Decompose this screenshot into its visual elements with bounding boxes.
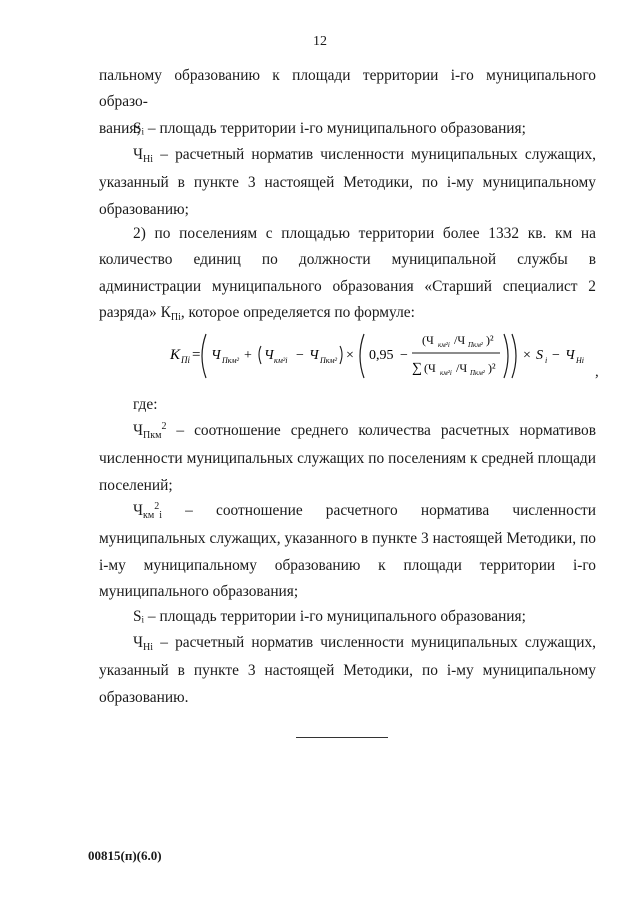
formula-t1: Ч bbox=[211, 348, 221, 363]
svg-text:−: − bbox=[552, 348, 560, 363]
formula-t2: Ч bbox=[264, 348, 274, 363]
formula-lhs-sub: Пi bbox=[181, 355, 190, 365]
definition-4 bbox=[99, 630, 596, 711]
end-rule bbox=[296, 737, 388, 738]
svg-text:×: × bbox=[523, 348, 531, 363]
def2: Чкм$^2$i – соотношение расчетного норматива численности муниципальных служащих, указанного в пункте 3 настоящей Методики, по i-му муниципальному образованию к площади территории i-го муниципального образования; bbox=[99, 501, 596, 601]
formula-comma: , bbox=[595, 364, 599, 380]
def1: ЧПкм$^2$ – соотношение среднего количества расчетных нормативов численности муниципальных служащих по поселениям к средней площади поселений; bbox=[99, 421, 596, 494]
formula-t3-sub: Пкм² bbox=[320, 356, 338, 365]
formula-s: S bbox=[536, 348, 543, 363]
gde-label bbox=[99, 392, 596, 418]
def4: ЧНi – расчетный норматив численности муниципальных служащих, указанный в пункте 3 настоящей Методики, по i-му муниципальному образованию. bbox=[99, 634, 596, 706]
svg-text:+: + bbox=[244, 348, 252, 363]
formula-t2-sub: км²i bbox=[274, 356, 288, 365]
svg-text:км²i: км²i bbox=[440, 369, 452, 377]
svg-text:−: − bbox=[400, 348, 408, 363]
svg-text:∑: ∑ bbox=[412, 361, 422, 376]
definition-3 bbox=[99, 604, 596, 630]
svg-text:=: = bbox=[192, 347, 201, 363]
definition-s bbox=[99, 116, 596, 142]
para4: 2) по поселениям с площадью территории более 1332 кв. км на количество единиц по должности муниципальной службы в администрации муниципального образования «Старший специалист 2 разряда» КПi, которое определяется по формуле: bbox=[99, 225, 596, 324]
formula-s-sub: i bbox=[545, 356, 548, 365]
para3: ЧНi – расчетный норматив численности муниципальных служащих, указанный в пункте 3 настоящей Методики, по i-му муниципальному образованию; bbox=[99, 146, 596, 218]
svg-text:Пкм²: Пкм² bbox=[470, 369, 485, 377]
gde: где: bbox=[133, 396, 158, 413]
definition-1 bbox=[99, 418, 596, 499]
formula-h-sub: Нi bbox=[576, 356, 584, 365]
item-2-paragraph bbox=[99, 221, 596, 329]
svg-text:/Ч: /Ч bbox=[454, 333, 466, 347]
para1-line1: пальному образованию к площади территории i-го муниципального образо- bbox=[99, 67, 596, 111]
svg-text:)²: )² bbox=[486, 333, 494, 347]
svg-text:(Ч: (Ч bbox=[424, 361, 436, 375]
page-number: 12 bbox=[313, 34, 327, 49]
svg-text:/Ч: /Ч bbox=[456, 361, 468, 375]
formula-t1-sub: Пкм² bbox=[222, 356, 240, 365]
svg-text:(Ч: (Ч bbox=[422, 333, 434, 347]
footer-code: 00815(п)(6.0) bbox=[88, 848, 162, 863]
svg-text:)²: )² bbox=[488, 361, 496, 375]
formula-lhs: К bbox=[170, 347, 180, 363]
formula bbox=[160, 326, 640, 386]
definition-chn bbox=[99, 142, 596, 223]
formula-t3: Ч bbox=[309, 348, 319, 363]
definition-2 bbox=[99, 498, 596, 606]
para1-line2: вания; bbox=[99, 119, 141, 137]
svg-text:−: − bbox=[296, 348, 304, 363]
svg-text:×: × bbox=[346, 348, 354, 363]
formula-coef: 0,95 bbox=[369, 348, 394, 363]
def3: Sᵢ – площадь территории i-го муниципального образования; bbox=[133, 608, 526, 625]
svg-text:км²i: км²i bbox=[438, 341, 450, 349]
formula-h: Ч bbox=[565, 348, 575, 363]
svg-text:Пкм²: Пкм² bbox=[468, 341, 483, 349]
para2: Sᵢ – площадь территории i-го муниципального образования; bbox=[133, 120, 526, 137]
formula-svg bbox=[160, 326, 590, 386]
